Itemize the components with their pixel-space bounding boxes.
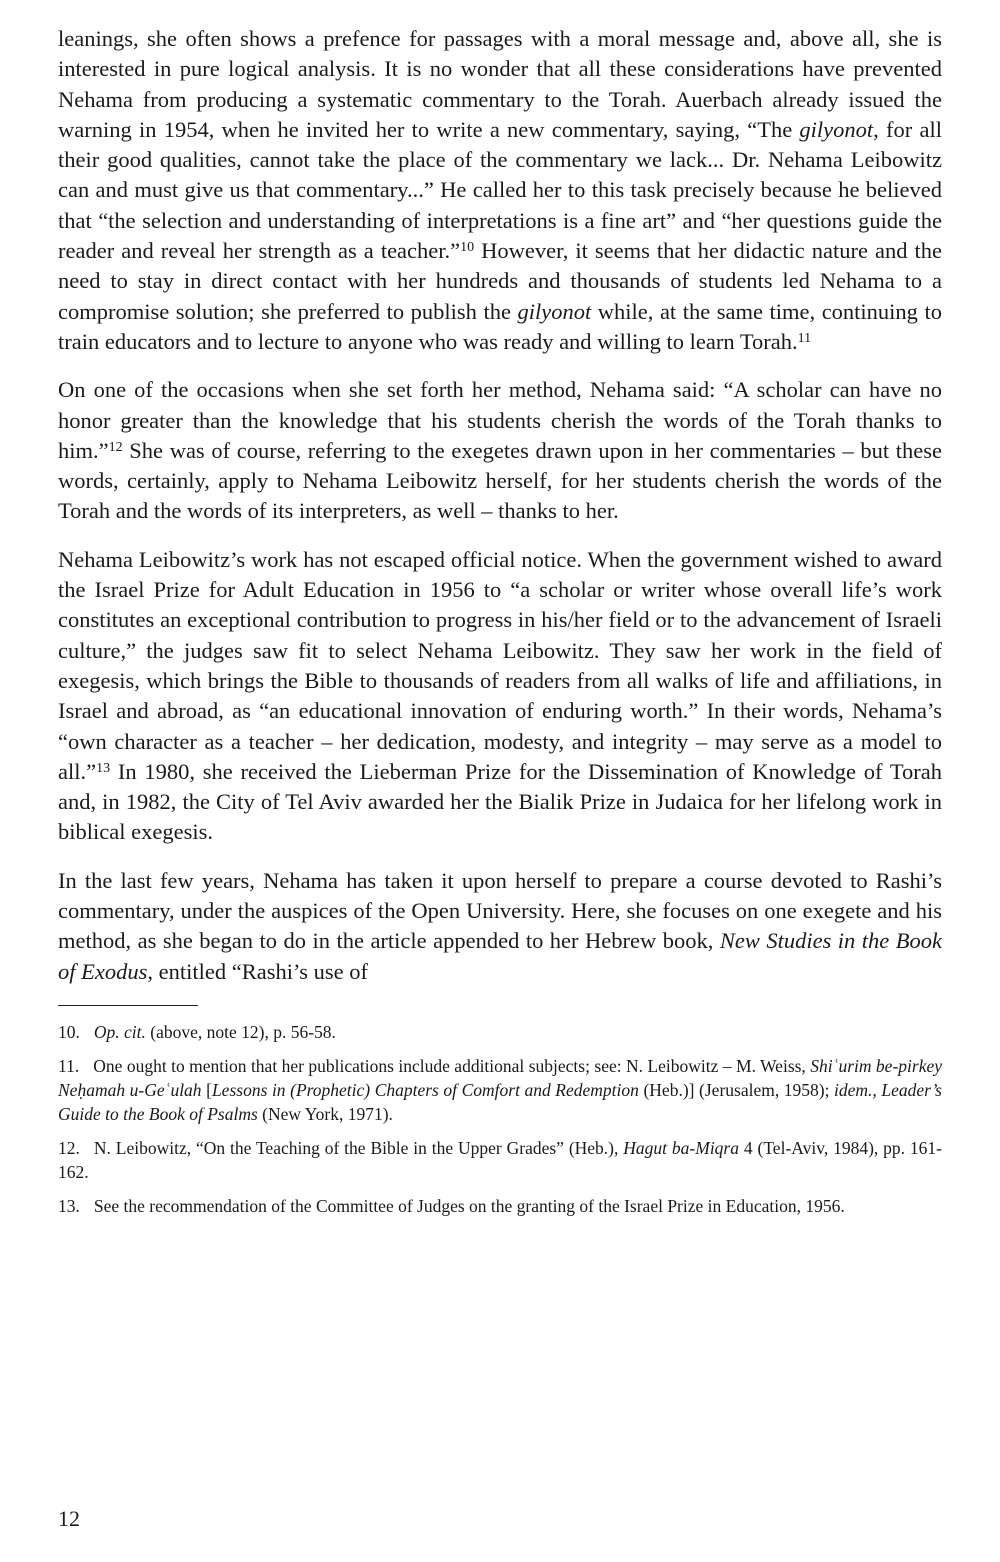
italic-text: idem., Leader’s Guide to the Book of Psalms [58, 1079, 942, 1124]
text-run: One ought to mention that her publications include additional subjects; see: N. Leibowitz – M. Weiss, [93, 1055, 811, 1076]
body-paragraph [58, 24, 942, 357]
body-paragraph [58, 545, 942, 848]
text-run: [ [201, 1079, 212, 1100]
footnote [58, 1194, 942, 1218]
footnote-reference: 12 [108, 439, 123, 455]
text-run: However, it seems that her didactic nature and the need to stay in direct contact with her hundreds and thousands of students led Nehama to a compromise solution; she preferred to publish the [58, 238, 942, 324]
text-run: (New York, 1971). [257, 1103, 393, 1124]
italic-text: Shiʿurim be-pirkey Neḥamah u-Geʿulah [58, 1055, 942, 1100]
text-run: On one of the occasions when she set forth her method, Nehama said: “A scholar can have no honor greater than the knowledge that his students cherish the words of the Torah thanks to him.” [58, 377, 942, 463]
italic-text: Hagut ba-Miqra [623, 1137, 739, 1158]
text-run: See the recommendation of the Committee of Judges on the granting of the Israel Prize in Education, 1956. [93, 1195, 845, 1216]
text-run: while, at the same time, continuing to train educators and to lecture to anyone who was ready and willing to learn Torah. [58, 298, 942, 354]
footnote-number: 11. [58, 1055, 80, 1076]
text-run: In the last few years, Nehama has taken it upon herself to prepare a course devoted to Rashi’s commentary, under the auspices of the Open University. Here, she focuses on one exegete and his method, as she began to do in the article appended to her Hebrew book, [58, 867, 942, 954]
body-paragraph [58, 375, 942, 526]
footnote [58, 1136, 942, 1184]
italic-text: gilyonot [517, 298, 592, 324]
text-run: Nehama Leibowitz’s work has not escaped official notice. When the government wished to award the Israel Prize for Adult Education in 1956 to “a scholar or writer whose overall life’s work constitutes an exceptional contribution to progress in his/her field or to the advancement of Israeli culture,” the judges saw fit to select Nehama Leibowitz. They saw her work in the field of exegesis, which brings the Bible to thousands of readers from all walks of life and affiliations, in Israel and abroad, as “an educational innovation of enduring worth.” In their words, Nehama’s “own character as a teacher – her dedication, modesty, and integrity – may serve as a model to all.” [58, 546, 942, 784]
text-run: (Heb.)] (Jerusalem, 1958); [638, 1079, 835, 1100]
text-run: , entitled “Rashi’s use of [147, 958, 368, 984]
footnote-reference: 13 [96, 760, 111, 776]
footnote [58, 1054, 942, 1126]
body-paragraph [58, 866, 942, 987]
text-run: 4 (Tel-Aviv, 1984), pp. 161-162. [58, 1137, 943, 1182]
page-body [58, 24, 942, 1228]
italic-text: gilyonot [799, 116, 874, 142]
page-number: 12 [58, 1506, 80, 1531]
footnote-reference: 10 [460, 240, 475, 256]
text-run: leanings, she often shows a prefence for passages with a moral message and, above all, she is interested in pure logical analysis. It is no wonder that all these considerations have prevented Nehama from producing a systematic commentary to the Torah. Auerbach already issued the warning in 1954, when he invited her to write a new commentary, saying, “The [58, 26, 942, 142]
text-run: She was of course, referring to the exegetes drawn upon in her commentaries – but these words, certainly, apply to Nehama Leibowitz herself, for her students cherish the words of the Torah and the words of its interpreters, as well – thanks to her. [58, 437, 942, 524]
text-run: In 1980, she received the Lieberman Prize for the Dissemination of Knowledge of Torah and, in 1982, the City of Tel Aviv awarded her the Bialik Prize in Judaica for her lifelong work in biblical exegesis. [58, 758, 942, 845]
footnote-number: 13. [58, 1195, 80, 1216]
footnote [58, 1020, 942, 1044]
footnote-number: 10. [58, 1021, 80, 1042]
text-run: , for all their good qualities, cannot take the place of the commentary we lack... Dr. Nehama Leibowitz can and must give us that commentary...” He called her to this task precisely because he believed that “the selection and understanding of interpretations is a fine art” and “her questions guide the reader and reveal her strength as a teacher.” [58, 116, 942, 264]
footnote-reference: 11 [797, 330, 812, 346]
italic-text: New Studies in the Book of Exodus [58, 928, 942, 984]
text-run: N. Leibowitz, “On the Teaching of the Bible in the Upper Grades” (Heb.), [93, 1137, 624, 1158]
italic-text: Lessons in (Prophetic) Chapters of Comfort and Redemption [211, 1079, 639, 1100]
footnote-divider [58, 1005, 198, 1006]
italic-text: Op. cit. [93, 1021, 146, 1042]
text-run: (above, note 12), p. 56-58. [145, 1021, 336, 1042]
footnotes [58, 1020, 942, 1218]
footnote-number: 12. [58, 1137, 80, 1158]
